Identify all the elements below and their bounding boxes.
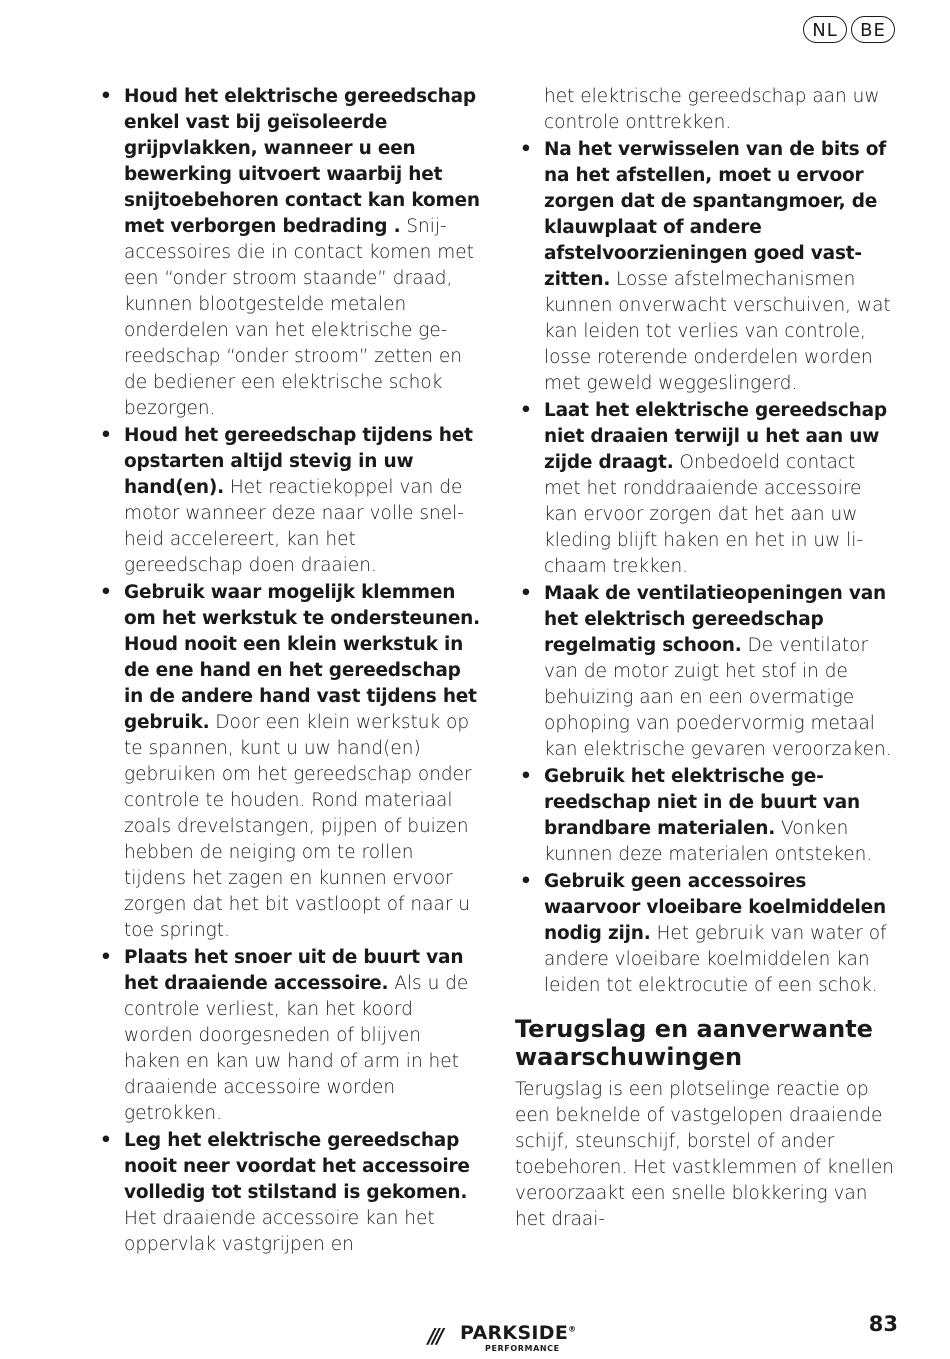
right-column <box>515 84 895 1233</box>
list-item <box>515 398 895 580</box>
bullet-text: Snij-accessoires die in contact komen met een “onder stroom staande” draad, kunnen blootgestelde metalen onderdelen van het elektrische gereedschap “onder stroom” zetten en de bediener een elektrische schok bezorgen. <box>124 216 474 419</box>
bullet-bold-text: Gebruik geen accessoires waarvoor vloeibare koelmiddelen nodig zijn. <box>544 871 886 944</box>
bullet-bold-text: Houd het gereedschap tijdens het opstarten altijd stevig in uw hand(en). <box>124 425 473 498</box>
logo-registered-mark: ® <box>568 1324 577 1334</box>
page-number: 83 <box>868 1312 898 1336</box>
list-item <box>95 1128 480 1258</box>
list-item <box>515 869 895 999</box>
bullet-text: Onbedoeld contact met het ronddraaiende accessoire kan ervoor zorgen dat het aan uw kleding blijft haken en het in uw lichaam trekken. <box>544 452 864 577</box>
bullet-bold-text: Na het verwisselen van de bits of na het afstellen, moet u ervoor zorgen dat de spantangmoer, de klauwplaat of andere afstelvoorzieningen goed vastzitten. <box>544 139 887 290</box>
section-paragraph: Terugslag is een plotselinge reactie op een beknelde of vastgelopen draaiende schijf, steunschijf, borstel of ander toebehoren. Het vastklemmen of knellen veroorzaakt een snelle blokkering van het draai- <box>515 1079 894 1230</box>
list-item <box>515 581 895 763</box>
parkside-logo <box>428 1318 588 1356</box>
bullet-bold-text: Gebruik waar mogelijk klemmen om het werkstuk te ondersteunen. Houd nooit een klein werkstuk in de ene hand en het gereedschap in de andere hand vast tijdens het gebruik. <box>124 582 480 733</box>
bullet-text: Het gebruik van water of andere vloeibare koelmiddelen kan leiden tot elektrocutie of een schok. <box>544 923 887 996</box>
bullet-text: Vonken kunnen deze materialen ontsteken. <box>544 818 873 865</box>
bullet-bold-text: Plaats het snoer uit de buurt van het draaiende accessoire. <box>124 947 464 994</box>
safety-list-left <box>95 84 480 1258</box>
list-item <box>515 137 895 397</box>
language-badges <box>803 16 895 43</box>
list-item <box>95 580 480 944</box>
bullet-text: Door een klein werkstuk op te spannen, kunt u uw hand(en) gebruiken om het gereedschap onder controle te houden. Rond materiaal zoals drevelstangen, pijpen of buizen hebben de neiging om te rollen tijdens het zagen en kunnen ervoor zorgen dat het bit vastloopt of naar u toe springt. <box>124 712 472 941</box>
list-item <box>95 423 480 579</box>
bullet-bold-text: Maak de ventilatieopeningen van het elektrisch gereedschap regelmatig schoon. <box>544 583 886 656</box>
continued-text: het elektrische gereedschap aan uw controle onttrekken. <box>544 86 880 133</box>
bullet-bold-text: Laat het elektrische gereedschap niet draaien terwijl u het aan uw zijde draagt. <box>544 400 887 473</box>
bullet-text: Het draaiende accessoire kan het oppervlak vastgrijpen en <box>124 1208 435 1255</box>
logo-brand-name: PARKSIDE <box>460 1322 569 1344</box>
language-badge-be: BE <box>851 16 895 43</box>
logo-slashes-icon: /// <box>428 1324 441 1348</box>
language-badge-nl: NL <box>803 16 847 43</box>
bullet-text: De ventilator van de motor zuigt het stof in de behuizing aan en een overmatige ophoping van poedervormig metaal kan elektrische gevaren veroorzaken. <box>544 635 892 760</box>
list-item <box>95 84 480 422</box>
list-item <box>95 945 480 1127</box>
left-column <box>95 84 480 1259</box>
bullet-bold-text: Gebruik het elektrische gereedschap niet in de buurt van brandbare materialen. <box>544 766 861 839</box>
section-heading: Terugslag en aanverwante waarschuwingen <box>515 1015 873 1071</box>
logo-sub-text: PERFORMANCE <box>485 1344 560 1353</box>
bullet-text: Losse afstelmechanismen kunnen onverwacht verschuiven, wat kan leiden tot verlies van controle, losse roterende onderdelen worden met geweld weggeslingerd. <box>544 269 891 394</box>
bullet-text: Het reactiekoppel van de motor wanneer deze naar volle snelheid accelereert, kan het gereedschap doen draaien. <box>124 477 464 576</box>
safety-list-right <box>515 137 895 999</box>
bullet-text: Als u de controle verliest, kan het koord worden doorgesneden of blijven haken en kan uw hand of arm in het draaiende accessoire worden getrokken. <box>124 973 469 1124</box>
bullet-bold-text: Houd het elektrische gereedschap enkel vast bij geïsoleerde grijpvlakken, wanneer u een bewerking uitvoert waarbij het snijtoebehoren contact kan komen met verborgen bedrading . <box>124 86 480 237</box>
list-item <box>515 764 895 868</box>
logo-brand-text <box>460 1322 576 1344</box>
bullet-bold-text: Leg het elektrische gereedschap nooit neer voordat het accessoire volledig tot stilstand is gekomen. <box>124 1130 470 1203</box>
